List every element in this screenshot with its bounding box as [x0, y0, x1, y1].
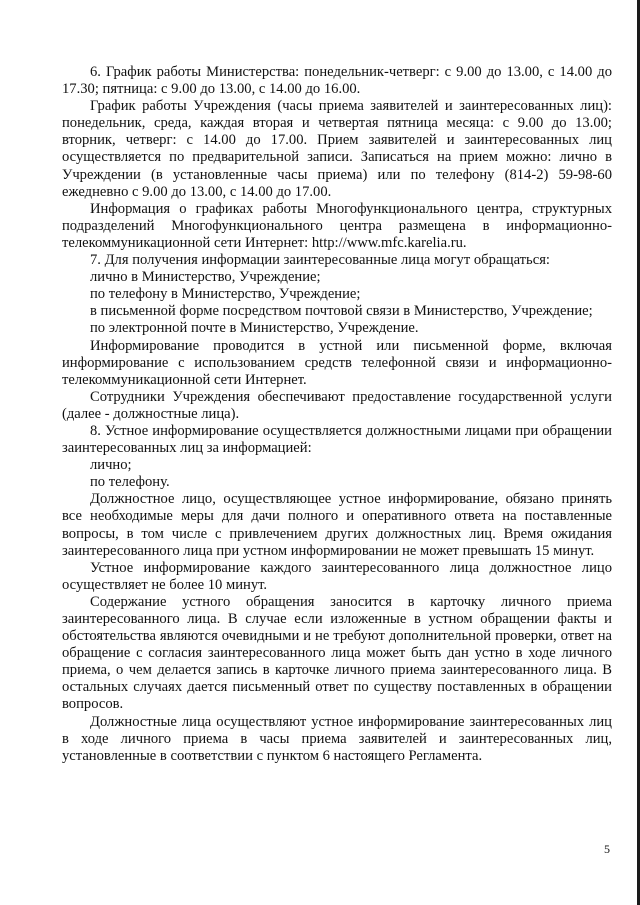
list-item: лично в Министерство, Учреждение;	[90, 269, 321, 286]
paragraph-informing-form: Информирование проводится в устной или письменной форме, включая информирование с использованием средств телефонной связи и информационно-телекоммуникационной сети Интернет.	[62, 337, 612, 388]
paragraph-schedule-institution: График работы Учреждения (часы приема заявителей и заинтересованных лиц): понедельник, среда, каждая вторая и четвертая пятница месяца: с 9.00 до 13.00; вторник, четверг: с 14.00 до 17.00. Прием заявителей и заинтересованных лиц осуществляется по предварительной записи. Записаться на прием можно: лично в Учреждении (в установленные часы приема) или по телефону (814-2) 59-98-60 ежедневно с 9.00 до 13.00, с 14.00 до 17.00.	[62, 98, 612, 200]
list-item: лично;	[90, 457, 132, 474]
paragraph-mfc-info: Информация о графиках работы Многофункционального центра, структурных подразделений Многофункционального центра размещена в информационно-телекоммуникационной сети Интернет: http://www.mfc.karelia.ru.	[62, 200, 612, 251]
paragraph-staff: Сотрудники Учреждения обеспечивают предоставление государственной услуги (далее - должностные лица).	[62, 388, 612, 422]
page-number: 5	[604, 842, 610, 856]
list-item: по телефону в Министерство, Учреждение;	[90, 286, 361, 303]
paragraph-time-limit: Устное информирование каждого заинтересованного лица должностное лицо осуществляет не более 10 минут.	[62, 559, 612, 593]
list-item: по телефону.	[90, 474, 170, 491]
paragraph-schedule-ministry: 6. График работы Министерства: понедельник-четверг: с 9.00 до 13.00, с 14.00 до 17.30; пятница: с 9.00 до 13.00, с 14.00 до 16.00.	[62, 64, 612, 98]
document-body	[62, 64, 612, 765]
paragraph-official-duties: Должностное лицо, осуществляющее устное информирование, обязано принять все необходимые меры для дачи полного и оперативного ответа на поставленные вопросы, в том числе с привлечением других должностных лиц. Время ожидания заинтересованного лица при устном информировании не может превышать 15 минут.	[62, 491, 612, 559]
paragraph-record-card: Содержание устного обращения заносится в карточку личного приема заинтересованного лица. В случае если изложенные в устном обращении факты и обстоятельства являются очевидными и не требуют дополнительной проверки, ответ на обращение с согласия заинтересованного лица может быть дан устно в ходе личного приема, о чем делается запись в карточке личного приема заинтересованного лица. В остальных случаях дается письменный ответ по существу поставленных в обращении вопросов.	[62, 593, 612, 713]
list-item: по электронной почте в Министерство, Учреждение.	[90, 320, 419, 337]
paragraph-oral-informing: 8. Устное информирование осуществляется должностными лицами при обращении заинтересованных лиц за информацией:	[62, 422, 612, 457]
paragraph-personal-reception: Должностные лица осуществляют устное информирование заинтересованных лиц в ходе личного приема в часы приема заявителей и заинтересованных лиц, установленные в соответствии с пунктом 6 настоящего Регламента.	[62, 713, 612, 764]
paragraph-contact-ways: 7. Для получения информации заинтересованные лица могут обращаться:	[90, 252, 550, 269]
list-item: в письменной форме посредством почтовой связи в Министерство, Учреждение;	[90, 303, 593, 320]
